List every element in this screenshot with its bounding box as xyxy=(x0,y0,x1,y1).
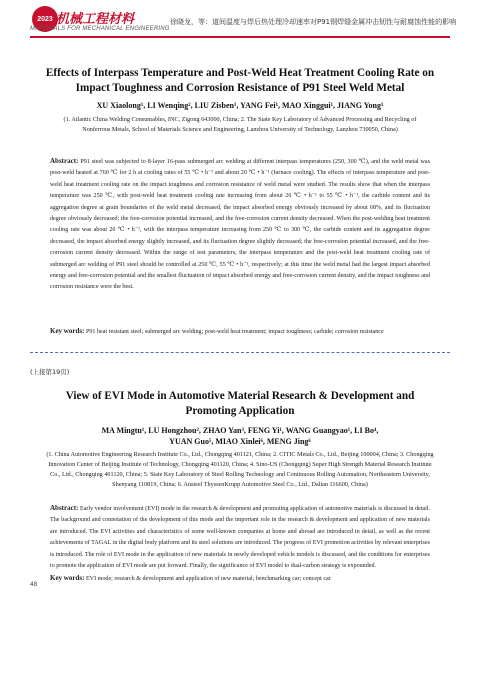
article2-authors xyxy=(40,425,440,447)
header-rule xyxy=(30,36,450,38)
article1-abstract xyxy=(50,156,430,294)
article1-authors: XU Xiaolong¹, LI Wenqing², LIU Zisben¹, YANG Fei¹, MAO Xinggui¹, JIANG Yong¹ xyxy=(96,101,384,110)
journal-subtitle: MATERIALS FOR MECHANICAL ENGINEERING xyxy=(30,26,170,32)
article2-affiliations: (1. China Automotive Engineering Research Institute Co., Ltd., Chongqing 401121, China; 2. CITIC Metals Co., Ltd., Beijing 100004, China; 3. Chongqing Innovation Center of Beijing Institute of Technology, Chongqing 401120, China; 4. Sino-US (Chongqing) Super High Strength Material Research Institute Co., Ltd., Chongqing 401120, China; 5. State Key Laboratory of Steel Rolling Technology and Continuous Rolling Automation, Northeastern University, Shenyang 110819, China; 6. Ansteel ThyssenKrupp Automotive Steel Co., Ltd., Dalian 116600, China) xyxy=(46,451,434,488)
abstract-label: Abstract: xyxy=(50,504,79,512)
article2-keywords xyxy=(50,573,430,585)
continued-from-note: (上接第19页) xyxy=(30,368,70,376)
page-number: 48 xyxy=(30,581,38,588)
article1-keywords xyxy=(50,326,430,338)
abstract-label: Abstract: xyxy=(50,157,79,165)
keywords-label: Key words: xyxy=(50,327,85,335)
journal-logo-badge: 2023 xyxy=(32,6,58,32)
abstract-text: Early vendor involvement (EVI) mode in the research & development and promoting application of automotive materials is discussed in detail. The background and connotation of the development of this mode and the important role in the research & development and application of new materials are introduced. The EVI activities and characteristics of some well-known companies at home and abroad are introduced in detail, as well as the recent achievements of TAGAL in the digital body platform and its steel solutions are introduced. The progress of EVI promotion activities by relevant enterprises is introduced. The role of EVI mode in the application of new materials in newly developed vehicle models is discussed, and the conditions for enterprises to promote the application of EVI mode are put forward. Finally, the significance of EVI model to dual-carbon strategy is expounded. xyxy=(50,506,431,570)
article2-title: View of EVI Mode in Automotive Material Research & Development and Promoting Application xyxy=(65,390,415,417)
article1-title: Effects of Interpass Temperature and Post-Weld Heat Treatment Cooling Rate on Impact Toughness and Corrosion Resistance of P91 Steel Weld Metal xyxy=(45,67,435,94)
running-title: 徐晓龙，等：道间温度与焊后热处理冷却速率对P91钢焊缝金属冲击韧性与耐腐蚀性能的影响 xyxy=(170,18,457,26)
article2-authors-line1: MA Mingtu¹, LU Hongzhou², ZHAO Yan³, FENG Yi¹, WANG Guangyao¹, LI Bo⁴, xyxy=(101,426,379,435)
article2-authors-line2: YUAN Guo⁵, MIAO Xinlei⁶, MENG Jing⁶ xyxy=(169,437,311,446)
article2-abstract xyxy=(50,503,430,572)
journal-header xyxy=(0,0,480,48)
journal-title: 机械工程材料 xyxy=(56,12,135,27)
article1-affiliations: (1. Atlantic China Welding Consumables, INC, Zigong 643000, China; 2. The State Key Laboratory of Advanced Processing and Recycling of Nonferrous Metals, School of Materials Science and Engineering, Lanzhou University of Technology, Lanzhou 730050, China) xyxy=(63,116,417,133)
keywords-label: Key words: xyxy=(50,574,85,582)
article-separator xyxy=(30,352,450,353)
keywords-text: P91 heat resistant steel; submerged arc welding; post-weld heat treatment; impact toughness; carbide; corrosion resistance xyxy=(85,329,384,335)
keywords-text: EVI mode; research & development and application of new material; benchmarking car; concept car xyxy=(85,576,331,582)
abstract-text: P91 steel was subjected to 8-layer 16-pass submerged arc welding at different interpass temperatures (250, 300 ℃), and the weld metal was post-weld heated at 760 ℃ for 2 h at cooling rates of 55 ℃ • h⁻¹ and about 20 ℃ • h⁻¹ (furnace cooling). The effects of interpass temperature and post-weld heat treatment cooling rate on the impact toughness and corrosion resistance of weld metal were studied. The results show that when the interpass temperature was 250 ℃, with post-weld heat treatment cooling rate increasing from about 20 ℃ • h⁻¹ to 55 ℃ • h⁻¹, the carbide content and its aggregation degree at grain boundaries of the weld metal decreased, the impact absorbed energy obviously increased by about 68%, and its fluctuation degree obviously decreased; the free-corrosion potential increased, and the free-corrosion current density decreased. When the post-welding heat treatment cooling rate was about 20 ℃ • h⁻¹, with the interpass temperature increasing from 250 ℃ to 300 ℃, the carbide content and its aggregation degree decreased, the impact absorbed energy slightly increased, and its fluctuation degree slightly decreased; the free-corrosion potential increased, and the free-corrosion current density decreased. Within the range of test parameters, the interpass temperature and the post-weld heat treatment cooling rate of submerged arc welding of P91 steel should be controlled at 250 ℃, 55 ℃ • h⁻¹, respectively; at this time the weld metal had the largest impact absorbed energy and free-corrosion potential and the smallest fluctuation of impact absorbed energy and free-corrosion current density, and the impact toughness and corrosion resistance were the best. xyxy=(50,159,431,291)
